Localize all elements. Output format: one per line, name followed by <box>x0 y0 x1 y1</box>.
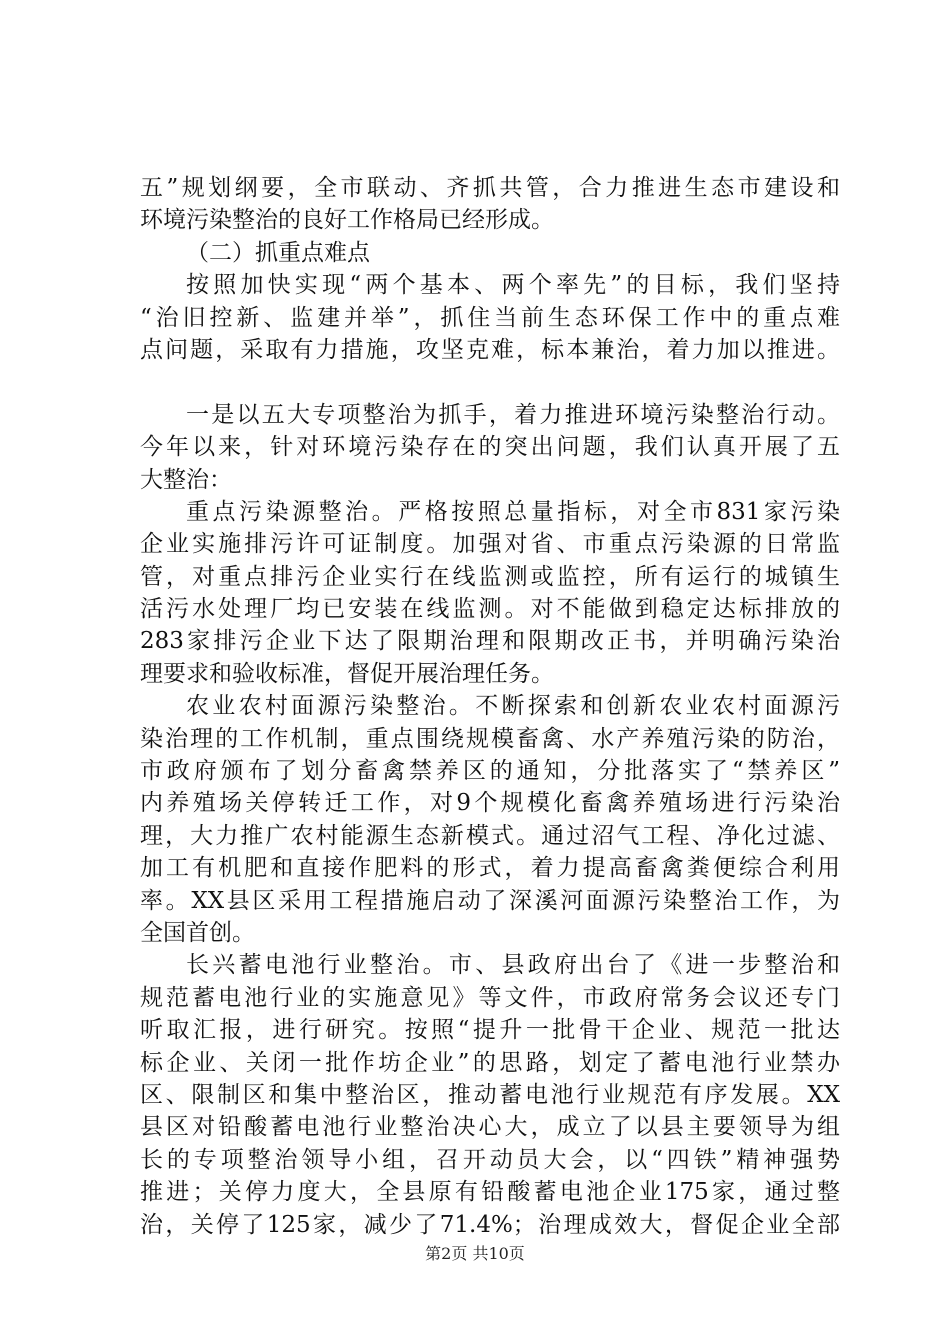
text-line: 一是以五大专项整治为抓手，着力推进环境污染整治行动。 <box>186 401 840 428</box>
text-line: 重点污染源整治。严格按照总量指标，对全市831家污染 <box>186 498 840 525</box>
text-line: 推进；关停力度大，全县原有铅酸蓄电池企业175家，通过整 <box>140 1179 840 1206</box>
text-line: 治，关停了125家，减少了71.4%；治理成效大，督促企业全部 <box>140 1211 840 1238</box>
text-line: 率。XX县区采用工程措施启动了深溪河面源污染整治工作，为 <box>140 887 840 914</box>
text-line: 县区对铅酸蓄电池行业整治决心大，成立了以县主要领导为组 <box>140 1114 840 1141</box>
text-line: 理要求和验收标准，督促开展治理任务。 <box>140 660 554 687</box>
blank-line <box>140 366 840 398</box>
page-footer <box>0 1244 950 1264</box>
text-line: 长的专项整治领导小组，召开动员大会，以“四铁”精神强势 <box>140 1146 840 1173</box>
paragraph <box>140 269 840 366</box>
text-line: 农业农村面源污染整治。不断探索和创新农业农村面源污 <box>186 693 840 720</box>
text-line: 企业实施排污许可证制度。加强对省、市重点污染源的日常监 <box>140 531 840 558</box>
text-line: 染治理的工作机制，重点围绕规模畜禽、水产养殖污染的防治， <box>140 725 840 752</box>
paragraph <box>140 496 840 690</box>
text-line: 五”规划纲要，全市联动、齐抓共管，合力推进生态市建设和 <box>140 175 840 201</box>
text-line: “治旧控新、监建并举”，抓住当前生态环保工作中的重点难 <box>140 304 840 331</box>
text-line: 理，大力推广农村能源生态新模式。通过沼气工程、净化过滤、 <box>140 822 840 849</box>
text-line: 管，对重点排污企业实行在线监测或监控，所有运行的城镇生 <box>140 563 840 590</box>
page-number: 第2页 共10页 <box>425 1244 525 1263</box>
text-line: 内养殖场关停转迁工作，对9个规模化畜禽养殖场进行污染治 <box>140 790 840 817</box>
text-line: 听取汇报，进行研究。按照“提升一批骨干企业、规范一批达 <box>140 1017 840 1044</box>
paragraph <box>140 399 840 496</box>
document-body <box>140 172 840 1241</box>
paragraph <box>140 949 840 1241</box>
text-line: 活污水处理厂均已安装在线监测。对不能做到稳定达标排放的 <box>140 596 840 623</box>
heading-text: （二）抓重点难点 <box>186 239 370 266</box>
text-line: 点问题，采取有力措施，攻坚克难，标本兼治，着力加以推进。 <box>140 336 840 363</box>
text-line: 按照加快实现“两个基本、两个率先”的目标，我们坚持 <box>186 272 840 299</box>
text-line: 规范蓄电池行业的实施意见》等文件，市政府常务会议还专门 <box>140 984 840 1011</box>
text-line: 加工有机肥和直接作肥料的形式，着力提高畜禽粪便综合利用 <box>140 855 840 882</box>
text-line: 环境污染整治的良好工作格局已经形成。 <box>140 207 554 234</box>
text-line: 283家排污企业下达了限期治理和限期改正书，并明确污染治 <box>140 628 840 655</box>
section-heading <box>140 237 840 269</box>
text-line: 长兴蓄电池行业整治。市、县政府出台了《进一步整治和 <box>186 952 840 979</box>
text-line: 标企业、关闭一批作坊企业”的思路，划定了蓄电池行业禁办 <box>140 1049 840 1076</box>
text-line: 今年以来，针对环境污染存在的突出问题，我们认真开展了五 <box>140 434 840 461</box>
text-line: 市政府颁布了划分畜禽禁养区的通知，分批落实了“禁养区” <box>140 758 840 785</box>
text-line: 区、限制区和集中整治区，推动蓄电池行业规范有序发展。XX <box>140 1081 840 1108</box>
paragraph <box>140 690 840 949</box>
text-line: 大整治： <box>140 466 232 493</box>
text-line: 全国首创。 <box>140 919 255 946</box>
paragraph <box>140 172 840 237</box>
